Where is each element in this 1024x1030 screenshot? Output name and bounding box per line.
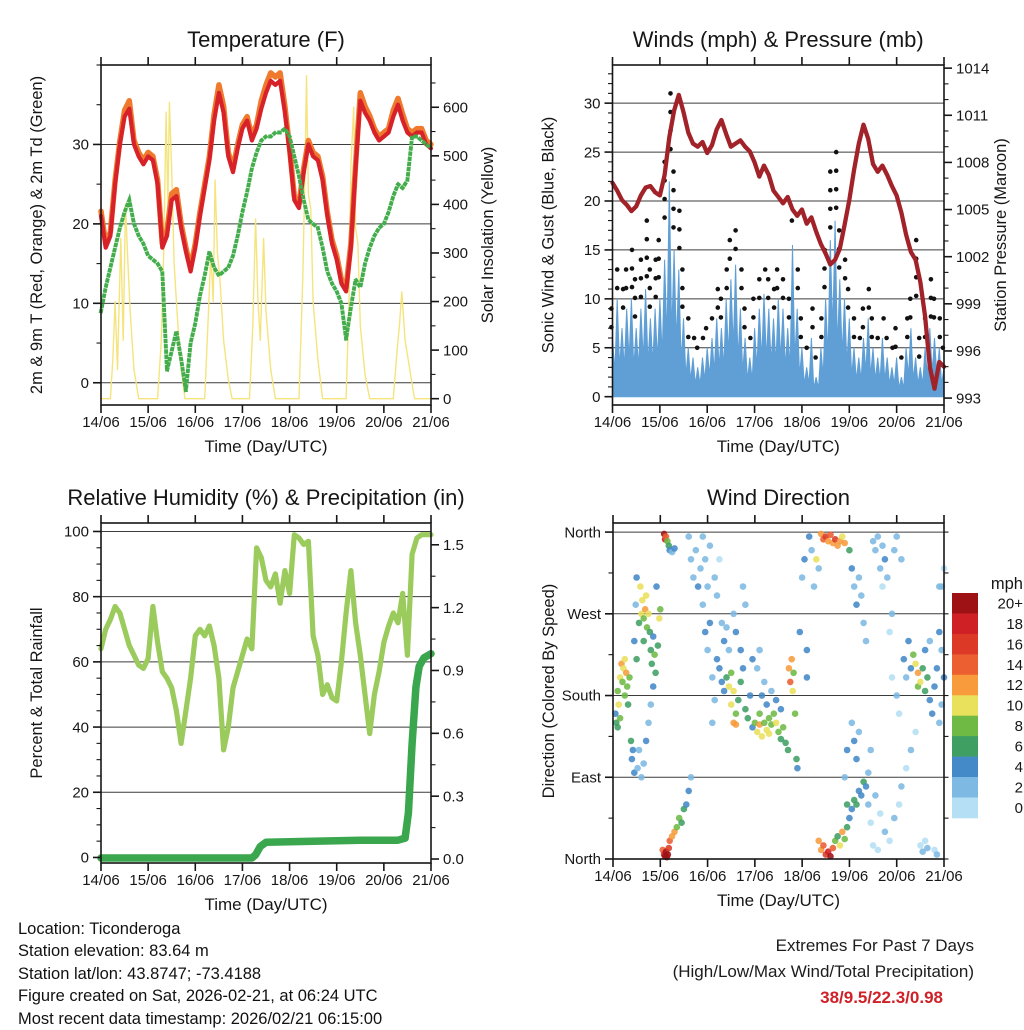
- axis-tick-label: 80: [72, 588, 89, 606]
- x-tick-label: 16/06: [688, 868, 727, 885]
- speed-colorbar: [952, 575, 1023, 818]
- series-solar-insolation: [101, 76, 431, 399]
- x-axis-label: Time (Day/UTC): [716, 891, 841, 910]
- station-latlon: Station lat/lon: 43.8747; -73.4188: [18, 964, 262, 983]
- axis-tick-label: 100: [443, 342, 469, 360]
- panel-title: Winds (mph) & Pressure (mb): [632, 27, 924, 52]
- axis-tick-label: 15: [583, 242, 601, 260]
- axis-tick-label: 1008: [956, 154, 990, 172]
- y-axis-label-right: Solar Insolation (Yellow): [479, 146, 497, 324]
- x-tick-label: 17/06: [736, 868, 774, 885]
- recent-data-timestamp: Most recent data timestamp: 2026/02/21 06:15:00: [18, 1009, 383, 1028]
- colorbar-tick-label: 0: [1014, 799, 1023, 817]
- panel-temperature: [28, 27, 497, 456]
- x-tick-label: 14/06: [594, 868, 632, 885]
- colorbar-tick-label: 20+: [997, 595, 1023, 613]
- axis-tick-label: 10: [72, 295, 89, 313]
- axis-tick-label: 100: [63, 523, 89, 541]
- x-tick-label: 15/06: [129, 414, 167, 431]
- y-axis-label-left: Direction (Colored By Speed): [540, 583, 558, 799]
- plot-frame: [613, 523, 944, 859]
- x-tick-label: 21/06: [925, 868, 963, 885]
- x-tick-label: 19/06: [830, 868, 869, 885]
- panel-title: Relative Humidity (%) & Precipitation (in): [67, 485, 465, 510]
- x-tick-label: 17/06: [735, 414, 774, 431]
- axis-tick-label: 0.3: [443, 788, 464, 806]
- y-axis-label-right: Station Pressure (Maroon): [992, 138, 1010, 332]
- y-axis-label-left: Percent & Total Rainfall: [28, 607, 46, 779]
- x-tick-label: 21/06: [412, 872, 450, 889]
- x-tick-label: 20/06: [877, 414, 916, 431]
- x-tick-label: 16/06: [176, 414, 215, 431]
- axis-tick-label: 1.5: [443, 536, 464, 554]
- colorbar-tick-label: 4: [1014, 759, 1023, 777]
- station-elevation: Station elevation: 83.64 m: [18, 942, 209, 961]
- x-tick-label: 18/06: [270, 872, 309, 889]
- x-axis-label: Time (Day/UTC): [716, 437, 840, 456]
- axis-tick-label: 0: [592, 388, 601, 406]
- series-relative-humidity: [101, 535, 431, 750]
- colorbar-tick-label: 6: [1014, 738, 1023, 756]
- axis-tick-label: 1011: [956, 107, 989, 125]
- y-axis-label-left: 2m & 9m T (Red, Orange) & 2m Td (Green): [28, 75, 46, 395]
- axis-tick-label: North: [564, 524, 601, 542]
- station-location: Location: Ticonderoga: [18, 920, 181, 938]
- station-info: [18, 918, 382, 1030]
- axis-tick-label: 993: [956, 390, 982, 408]
- panel-title: Temperature (F): [187, 27, 345, 52]
- axis-tick-label: 1005: [956, 201, 990, 219]
- axis-tick-label: 0: [80, 849, 89, 867]
- axis-tick-label: South: [561, 687, 601, 705]
- axis-tick-label: 0.6: [443, 725, 464, 743]
- x-axis-label: Time (Day/UTC): [204, 437, 328, 456]
- axis-tick-label: West: [567, 606, 601, 624]
- x-tick-label: 17/06: [223, 414, 262, 431]
- colorbar-tick-label: 18: [1006, 615, 1023, 633]
- axis-tick-label: 30: [72, 136, 89, 154]
- axes-wind-direction: [562, 515, 963, 885]
- axis-tick-label: 20: [72, 216, 89, 234]
- axis-tick-label: 1.2: [443, 599, 464, 617]
- plot-frame: [101, 65, 431, 405]
- x-tick-label: 20/06: [365, 872, 403, 889]
- panel-humidity-precip: [28, 485, 465, 914]
- extremes-values: 38/9.5/22.3/0.98: [820, 988, 943, 1007]
- colorbar-tick-label: 16: [1006, 636, 1023, 654]
- axis-tick-label: 400: [443, 196, 469, 214]
- colorbar-tick-label: 10: [1006, 697, 1023, 715]
- extremes-summary: [673, 933, 974, 1011]
- axis-tick-label: 10: [583, 291, 601, 309]
- x-tick-label: 18/06: [783, 414, 821, 431]
- x-tick-label: 15/06: [129, 872, 167, 889]
- x-tick-label: 19/06: [830, 414, 869, 431]
- x-tick-label: 19/06: [317, 414, 356, 431]
- axis-tick-label: 300: [443, 245, 469, 263]
- axis-tick-label: 999: [956, 296, 982, 314]
- x-axis-label: Time (Day/UTC): [204, 895, 328, 914]
- panel-title: Wind Direction: [706, 485, 851, 510]
- axis-tick-label: 0: [443, 390, 452, 408]
- extremes-subheading: (High/Low/Max Wind/Total Precipitation): [672, 962, 974, 981]
- panel-winds-pressure: [540, 27, 1011, 456]
- axis-tick-label: 20: [583, 193, 601, 211]
- x-tick-label: 19/06: [317, 872, 356, 889]
- figure-created-timestamp: Figure created on Sat, 2026-02-21, at 06:24 UTC: [18, 987, 378, 1006]
- x-tick-label: 14/06: [82, 414, 120, 431]
- x-tick-label: 18/06: [270, 414, 309, 431]
- axis-tick-label: 60: [72, 654, 89, 672]
- panel-wind-direction: [540, 485, 1023, 910]
- colorbar-tick-label: 12: [1006, 677, 1023, 695]
- axis-tick-label: 0.9: [443, 662, 464, 680]
- x-tick-label: 15/06: [641, 414, 679, 431]
- axis-tick-label: 40: [72, 719, 89, 737]
- x-tick-label: 17/06: [223, 872, 262, 889]
- x-tick-label: 16/06: [176, 872, 215, 889]
- x-tick-label: 18/06: [783, 868, 821, 885]
- axis-tick-label: 1002: [956, 248, 990, 266]
- axis-tick-label: 996: [956, 343, 982, 361]
- x-tick-label: 14/06: [593, 414, 632, 431]
- y-axis-label-left: Sonic Wind & Gust (Blue, Black): [539, 116, 558, 354]
- x-tick-label: 16/06: [688, 414, 726, 431]
- x-tick-label: 20/06: [877, 868, 916, 885]
- axis-tick-label: East: [570, 769, 601, 787]
- colorbar-tick-label: 14: [1006, 656, 1023, 674]
- series-total-rainfall: [101, 654, 431, 858]
- axis-tick-label: 30: [583, 95, 601, 113]
- axis-tick-label: 500: [443, 148, 469, 166]
- axis-tick-label: 0: [80, 374, 89, 392]
- axis-tick-label: 600: [443, 99, 469, 117]
- axis-tick-label: 1014: [956, 60, 990, 78]
- axis-tick-label: 20: [72, 784, 89, 802]
- series-dewpoint-2m: [101, 129, 431, 391]
- x-tick-label: 21/06: [925, 414, 963, 431]
- x-tick-label: 21/06: [412, 414, 450, 431]
- extremes-heading: Extremes For Past 7 Days: [775, 936, 974, 955]
- colorbar-tick-label: 2: [1014, 779, 1023, 797]
- axis-tick-label: 25: [583, 144, 601, 162]
- x-tick-label: 14/06: [82, 872, 120, 889]
- axis-tick-label: 0.0: [443, 851, 464, 869]
- x-tick-label: 15/06: [641, 868, 680, 885]
- axis-tick-label: North: [564, 851, 601, 869]
- axis-tick-label: 200: [443, 293, 469, 311]
- colorbar-tick-label: 8: [1014, 718, 1023, 736]
- x-tick-label: 20/06: [365, 414, 403, 431]
- axis-tick-label: 5: [592, 339, 601, 357]
- colorbar-title: mph: [990, 575, 1023, 593]
